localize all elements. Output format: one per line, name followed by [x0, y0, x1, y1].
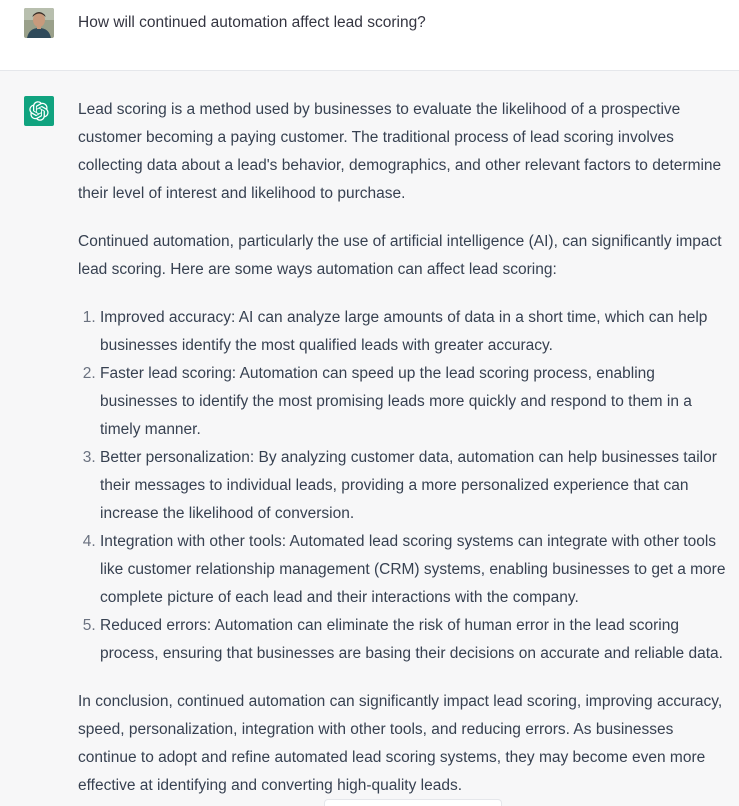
user-question: How will continued automation affect lead scoring?	[78, 14, 426, 31]
automation-effects-list	[78, 304, 736, 668]
assistant-answer	[78, 96, 736, 806]
user-message	[0, 0, 739, 71]
conclusion-paragraph: In conclusion, continued automation can significantly impact lead scoring, improving accuracy, speed, personalization, integration with other tools, and reducing errors. As businesses continue to adopt and refine automated lead scoring systems, they may become even more effective at identifying and converting high-quality leads.	[78, 693, 723, 794]
intro-paragraph: Continued automation, particularly the use of artificial intelligence (AI), can significantly impact lead scoring. Here are some ways automation can affect lead scoring:	[78, 233, 722, 278]
list-item: 5. Reduced errors: Automation can eliminate the risk of human error in the lead scoring process, ensuring that businesses are basing their decisions on accurate and reliable data.	[100, 612, 736, 668]
list-item: 1. Improved accuracy: AI can analyze large amounts of data in a short time, which can help businesses identify the most qualified leads with greater accuracy.	[100, 304, 736, 360]
list-item: 3. Better personalization: By analyzing customer data, automation can help businesses tailor their messages to individual leads, providing a more personalized experience that can increase the likelihood of conversion.	[100, 444, 736, 528]
user-avatar-photo	[24, 8, 54, 38]
assistant-message	[0, 71, 739, 806]
assistant-avatar	[24, 96, 54, 126]
user-avatar	[24, 8, 54, 38]
list-item: 2. Faster lead scoring: Automation can speed up the lead scoring process, enabling businesses to identify the most promising leads more quickly and respond to them in a timely manner.	[100, 360, 736, 444]
regenerate-button-edge[interactable]	[324, 799, 502, 806]
list-item: 4. Integration with other tools: Automated lead scoring systems can integrate with other tools like customer relationship management (CRM) systems, enabling businesses to get a more complete picture of each lead and their interactions with the company.	[100, 528, 736, 612]
openai-logo-icon	[29, 101, 49, 121]
intro-paragraph: Lead scoring is a method used by businesses to evaluate the likelihood of a prospective customer becoming a paying customer. The traditional process of lead scoring involves collecting data about a lead's behavior, demographics, and other relevant factors to determine their level of interest and likelihood to purchase.	[78, 101, 722, 202]
